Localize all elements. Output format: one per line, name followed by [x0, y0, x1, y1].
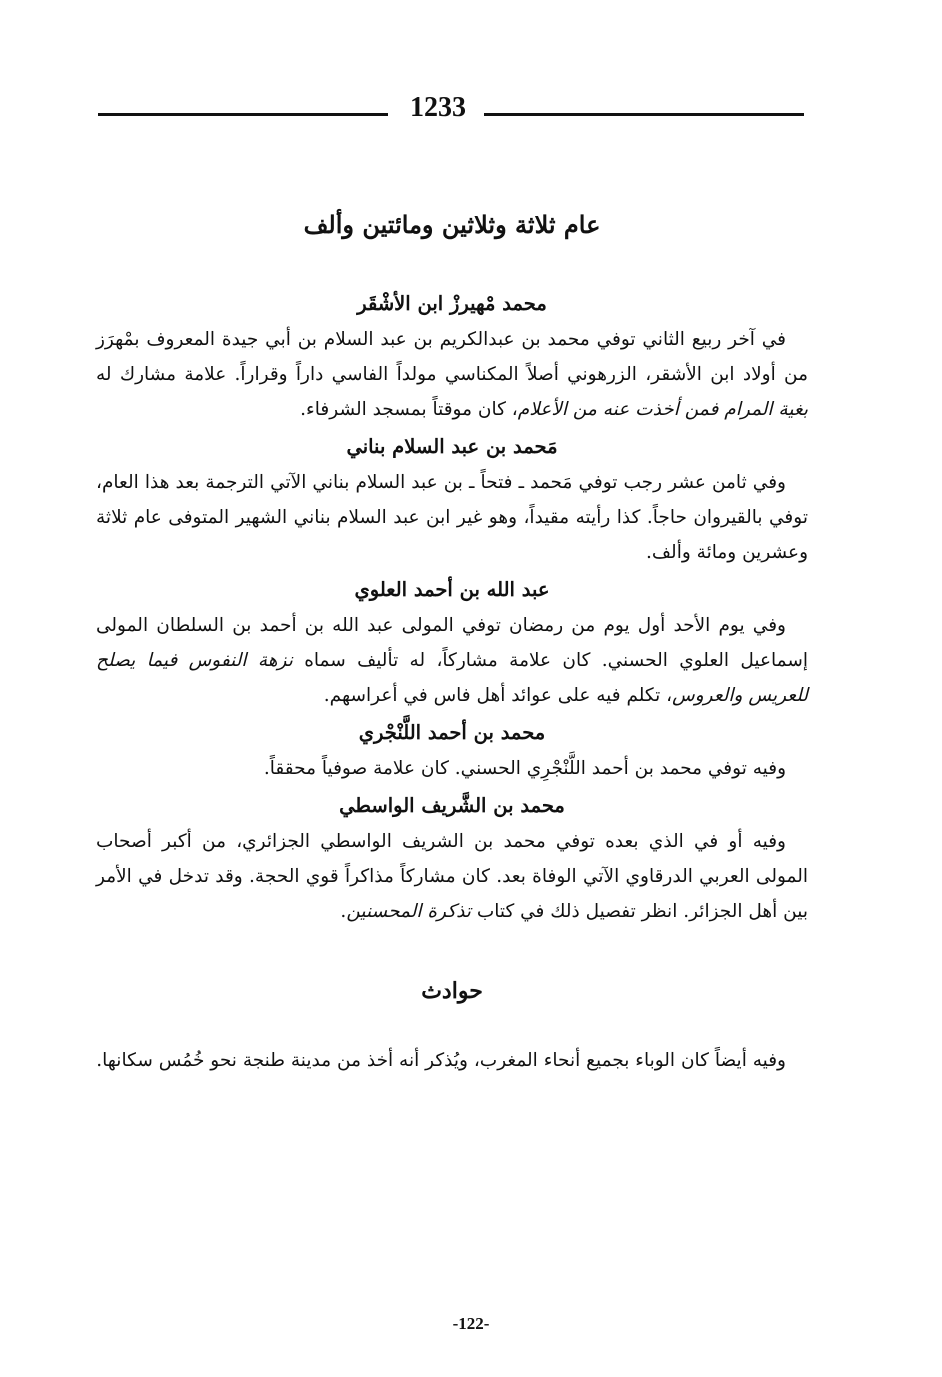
book-title-italic: نزهة النفوس فيما يصلح للعريس والعروس — [96, 650, 808, 706]
entry-text-part: في آخر ربيع الثاني توفي محمد بن عبدالكريم بن عبد السلام بن أبي جيدة المعروف بمْهرَز من أولاد ابن الأشقر، الزرهوني أصلاً المكناسي مولداً الفاسي داراً وقراراً. علامة مشارك له — [96, 329, 808, 385]
entry-paragraph — [96, 608, 808, 713]
entry-paragraph — [96, 751, 808, 786]
entry-text-part: وفي ثامن عشر رجب توفي مَحمد ـ فتحاً ـ بن عبد السلام بناني الآتي الترجمة بعد هذا العام، توفي بالقيروان حاجاً. كذا رأيته مقيداً، وهو غير ابن عبد السلام بناني الشهير المتوفى عام ثلاثة وعشرين ومائة وألف. — [96, 472, 808, 563]
entry-paragraph — [96, 322, 808, 427]
entry-paragraph — [96, 824, 808, 929]
page-number: -122- — [452, 1314, 490, 1333]
book-title-italic: تذكرة المحسنين — [346, 901, 471, 922]
entry-2 — [96, 429, 808, 570]
header-rule-left — [98, 113, 388, 116]
header-rule-right — [484, 113, 804, 116]
header-year-number: 1233 — [410, 92, 466, 123]
entry-text-part: وفي يوم الأحد أول يوم من رمضان توفي المولى عبد الله بن أحمد بن السلطان المولى إسماعيل العلوي الحسني. كان علامة مشاركاً، له تأليف سماه — [96, 615, 808, 671]
entry-title: محمد بن الشَّريف الواسطي — [339, 794, 565, 817]
entry-text-part: وفيه أو في الذي بعده توفي محمد بن الشريف الواسطي الجزائري، من أكبر أصحاب المولى العربي الدرقاوي الآتي الوفاة بعد. كان مشاركاً مذاكراً قوي الحجة. وقد تدخل في الأمر بين أهل الجزائر. انظر تفصيل ذلك في كتاب — [96, 831, 808, 922]
events-section-title: حوادث — [421, 978, 483, 1004]
events-paragraph: وفيه أيضاً كان الوباء بجميع أنحاء المغرب، ويُذكر أنه أخذ من مدينة طنجة نحو خُمُس سكانها. — [96, 1050, 786, 1071]
entry-text-part: وفيه توفي محمد بن أحمد اللَّنْجْرِي الحسني. كان علامة صوفياً محققاً. — [263, 758, 786, 779]
entry-1 — [96, 286, 808, 427]
year-title: عام ثلاثة وثلاثين ومائتين وألف — [303, 210, 601, 239]
entry-title: عبد الله بن أحمد العلوي — [354, 578, 550, 601]
entry-4 — [96, 715, 808, 786]
running-header — [98, 88, 804, 128]
book-title-italic: بغية المرام فمن أخذت عنه من الأعلام — [517, 399, 808, 420]
entry-title: محمد مْهيرزْ ابن الأشْقَر — [357, 292, 547, 315]
entry-title: مَحمد بن عبد السلام بناني — [346, 435, 558, 458]
entry-text-part: ، كان موقتاً بمسجد الشرفاء. — [300, 399, 518, 420]
entry-paragraph — [96, 465, 808, 570]
entry-3 — [96, 572, 808, 713]
entry-text-part: . — [340, 901, 347, 922]
page-body — [96, 200, 808, 1080]
entry-5 — [96, 788, 808, 929]
entry-title: محمد بن أحمد اللَّنْجْري — [358, 721, 546, 744]
entry-text-part: ، تكلم فيه على عوائد أهل فاس في أعراسهم. — [323, 685, 673, 706]
